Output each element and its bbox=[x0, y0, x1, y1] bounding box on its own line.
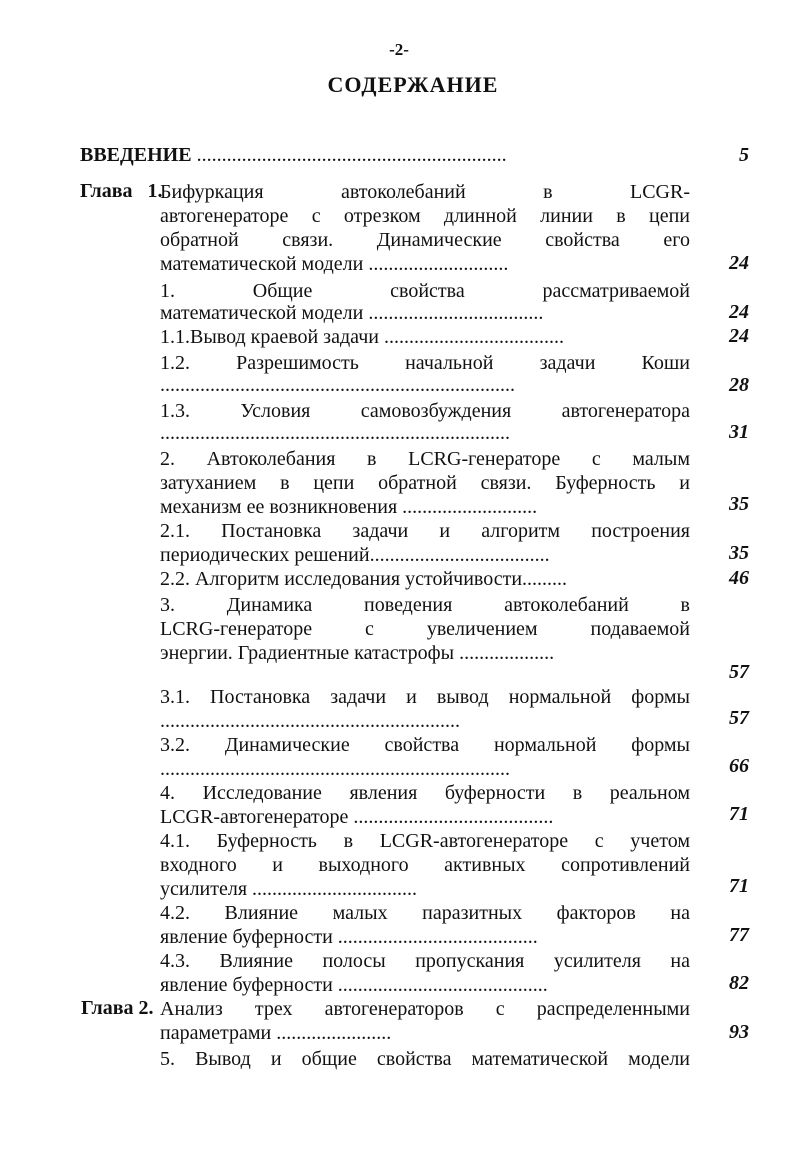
toc-entry-line: 2.1. Постановка задачи и алгоритм построения bbox=[160, 520, 690, 542]
toc-entry-line: 4.1. Буферность в LCGR-автогенераторе с учетом bbox=[160, 830, 690, 852]
intro-label: ВВЕДЕНИЕ bbox=[80, 144, 192, 166]
toc-entry-line: ...................................................................... bbox=[160, 422, 510, 444]
toc-entry-line: ...................................................................... bbox=[160, 758, 510, 780]
toc-entry-line: усилителя ................................. bbox=[160, 878, 418, 900]
toc-entry-line: явление буферности .......................................... bbox=[160, 974, 548, 996]
chapter1-title-line: Бифуркация автоколебаний в LCGR- bbox=[160, 181, 690, 203]
toc-entry-page: 28 bbox=[729, 374, 749, 396]
toc-entry-line: явление буферности ........................................ bbox=[160, 926, 538, 948]
toc-entry-line: LCRG-генераторе с увеличением подаваемой bbox=[160, 618, 690, 640]
toc-entry-line: 3. Динамика поведения автоколебаний в bbox=[160, 594, 690, 616]
chapter1-title-line: математической модели ............................ bbox=[160, 253, 509, 275]
toc-entry-page: 71 bbox=[729, 875, 749, 897]
toc-entry-line: 1.3. Условия самовозбуждения автогенератора bbox=[160, 400, 690, 422]
toc-entry-line: 4. Исследование явления буферности в реальном bbox=[160, 782, 690, 804]
toc-entry-line: 1.1.Вывод краевой задачи .................................... bbox=[160, 326, 564, 348]
toc-entry-line: затуханием в цепи обратной связи. Буферность и bbox=[160, 472, 690, 494]
toc-entry-line: LCGR-автогенераторе ........................................ bbox=[160, 806, 554, 828]
toc-entry-line: 2.2. Алгоритм исследования устойчивости......... bbox=[160, 568, 568, 590]
toc-entry-page: 57 bbox=[729, 707, 749, 729]
toc-entry-page: 24 bbox=[729, 325, 749, 347]
toc-entry-line: энергии. Градиентные катастрофы ................... bbox=[160, 642, 555, 664]
toc-entry-line: математической модели ................................... bbox=[160, 302, 544, 324]
toc-entry-page: 66 bbox=[729, 755, 749, 777]
toc-entry-page: 77 bbox=[729, 924, 749, 946]
toc-entry-page: 46 bbox=[729, 567, 749, 589]
chapter1-title-line: автогенераторе с отрезком длинной линии в цепи bbox=[160, 205, 690, 227]
toc-entry-page: 35 bbox=[729, 542, 749, 564]
toc-entry-line: 4.3. Влияние полосы пропускания усилителя на bbox=[160, 950, 690, 972]
chapter2-title-line: параметрами ....................... bbox=[160, 1022, 392, 1044]
chapter2-label: Глава 2. bbox=[81, 997, 154, 1019]
chapter2-page: 93 bbox=[729, 1021, 749, 1043]
toc-entry-page: 35 bbox=[729, 493, 749, 515]
toc-entry-line: 4.2. Влияние малых паразитных факторов на bbox=[160, 902, 690, 924]
toc-entry-line: 5. Вывод и общие свойства математической модели bbox=[160, 1048, 690, 1070]
chapter1-title-line: обратной связи. Динамические свойства его bbox=[160, 229, 690, 251]
toc-entry-page: 82 bbox=[729, 972, 749, 994]
intro-page: 5 bbox=[739, 144, 749, 166]
toc-entry-line: 3.2. Динамические свойства нормальной формы bbox=[160, 734, 690, 756]
intro-leader-dots: .............................................................. bbox=[191, 144, 507, 166]
toc-entry-line: ............................................................ bbox=[160, 710, 460, 732]
toc-entry-page: 31 bbox=[729, 421, 749, 443]
page-number: -2- bbox=[389, 40, 409, 59]
toc-entry-line: периодических решений.................................... bbox=[160, 544, 550, 566]
toc-entry-line: 3.1. Постановка задачи и вывод нормальной формы bbox=[160, 686, 690, 708]
toc-intro bbox=[80, 144, 507, 167]
toc-entry-line: ....................................................................... bbox=[160, 374, 515, 396]
toc-entry-line: механизм ее возникновения ........................... bbox=[160, 496, 538, 518]
chapter2-title-line: Анализ трех автогенераторов с распределенными bbox=[160, 998, 690, 1020]
toc-entry-page: 71 bbox=[729, 803, 749, 825]
toc-entry-page: 24 bbox=[729, 301, 749, 323]
toc-entry-line: 1.2. Разрешимость начальной задачи Коши bbox=[160, 352, 690, 374]
toc-entry-line: 2. Автоколебания в LCRG-генераторе с малым bbox=[160, 448, 690, 470]
toc-entry-line: входного и выходного активных сопротивлений bbox=[160, 854, 690, 876]
chapter1-page: 24 bbox=[729, 252, 749, 274]
chapter1-label: Глава 1. bbox=[80, 180, 163, 202]
toc-entry-line: 1. Общие свойства рассматриваемой bbox=[160, 280, 690, 302]
toc-entry-page: 57 bbox=[729, 661, 749, 683]
toc-title: СОДЕРЖАНИЕ bbox=[327, 72, 499, 97]
